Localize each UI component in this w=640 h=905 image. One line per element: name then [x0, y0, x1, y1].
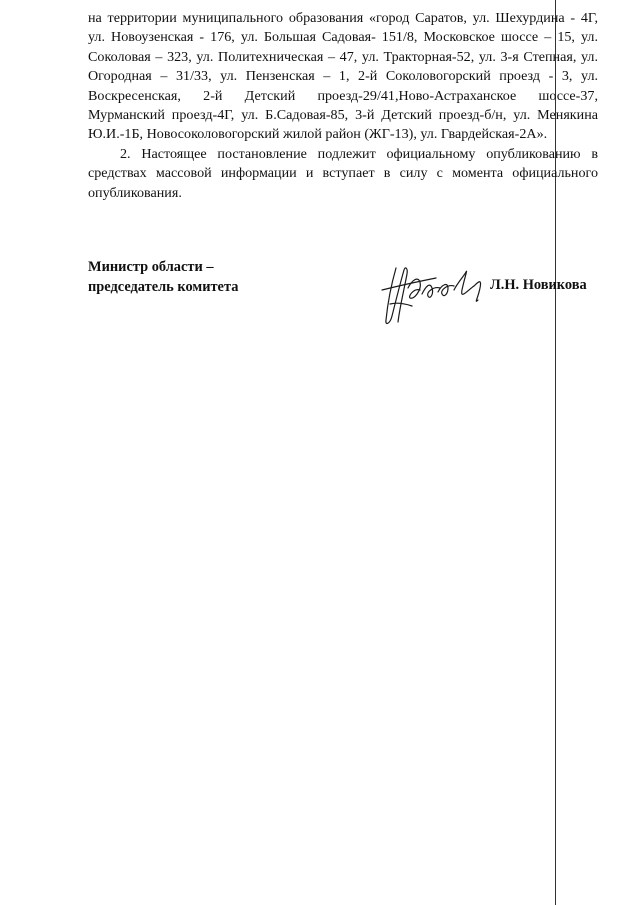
- signatory-name: Л.Н. Новикова: [490, 277, 587, 293]
- paragraph-addresses: на территории муниципального образования «город Саратов, ул. Шехурдина - 4Г, ул. Новоузенская - 176, ул. Большая Садовая- 151/8, Московское шоссе – 15, ул. Соколовая – 323, ул. Политехническая – 47, ул. Тракторная-52, ул. 3-я Степная, ул. Огородная – 31/33, ул. Пензенская – 1, 2-й Соколовогорский проезд - 3, ул. Воскресенская, 2-й Детский проезд-29/41,Ново-Астраханское шоссе-37, Мурманский проезд-4Г, ул. Б.Садовая-85, 3-й Детский проезд-б/н, ул. Менякина Ю.И.-1Б, Новосоколовогорский жилой район (ЖГ-13), ул. Гвардейская-2А».: [88, 10, 598, 143]
- handwritten-signature: [378, 260, 498, 330]
- signatory-title: [88, 258, 238, 297]
- document-body: [88, 9, 598, 203]
- paragraph-publication: 2. Настоящее постановление подлежит официальному опубликованию в средствах массовой информации и вступает в силу с момента официального опубликования.: [88, 145, 598, 201]
- signatory-title-line-1: Министр области –: [88, 259, 214, 275]
- signatory-title-line-2: председатель комитета: [88, 278, 239, 295]
